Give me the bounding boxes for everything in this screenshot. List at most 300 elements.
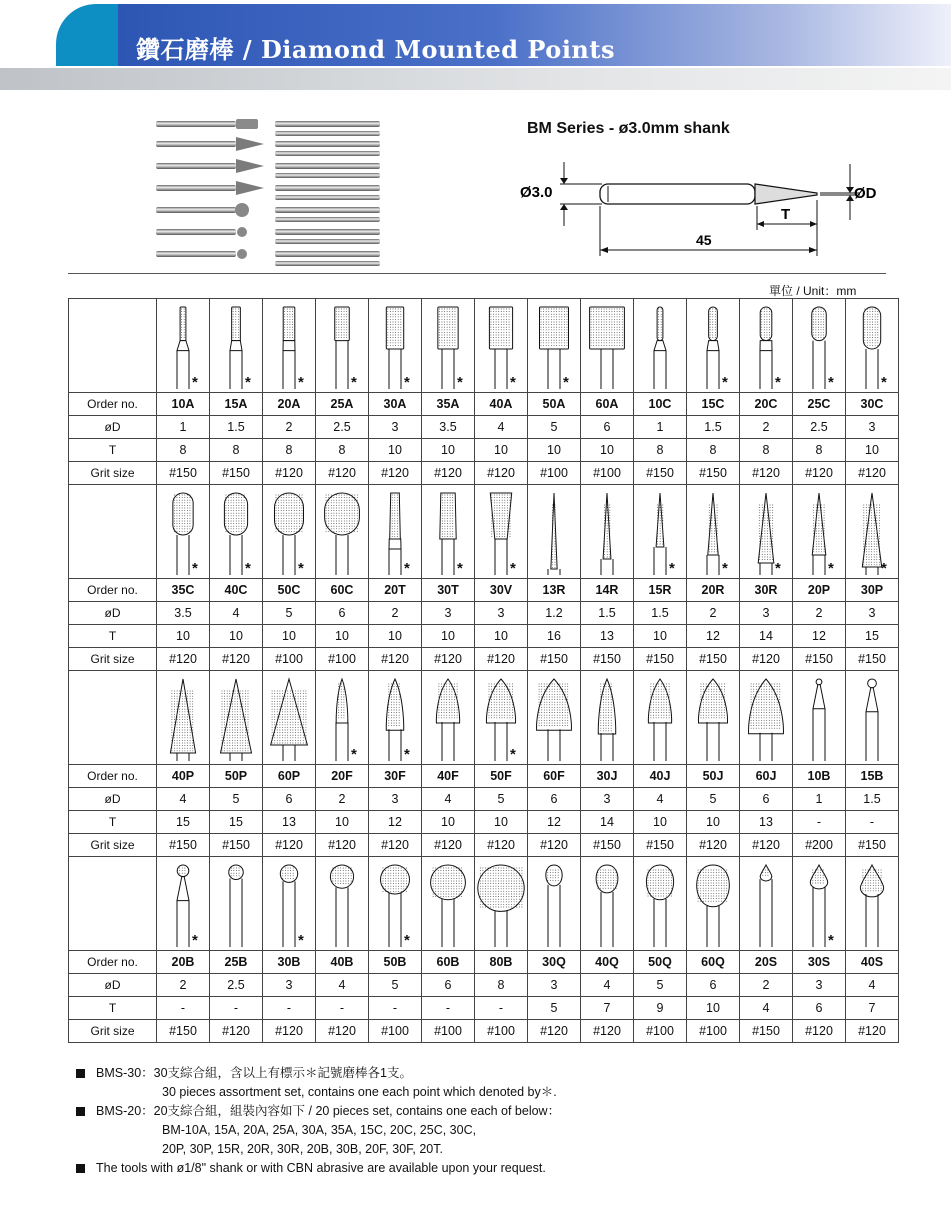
grit-cell: #100: [422, 1020, 475, 1043]
t-row-label: T: [69, 997, 157, 1020]
grit-row: [69, 834, 899, 857]
tool-drawing: [740, 299, 792, 389]
grit-cell: #100: [475, 1020, 528, 1043]
od-cell: 5: [475, 788, 528, 811]
tool-drawing: [210, 299, 262, 389]
note-bms30: [76, 1064, 560, 1102]
tool-pictogram-cell: [793, 857, 846, 951]
order-cell: 25C: [793, 393, 846, 416]
tool-drawing: [634, 857, 686, 947]
grit-cell: #120: [846, 462, 899, 485]
section-divider: [68, 273, 886, 274]
t-row: [69, 997, 899, 1020]
star-mark: *: [192, 560, 198, 575]
od-cell: 2: [263, 416, 316, 439]
order-cell: 50F: [475, 765, 528, 788]
unit-label: 單位 / Unit：mm: [769, 284, 857, 298]
order-cell: 40A: [475, 393, 528, 416]
t-cell: -: [316, 997, 369, 1020]
order-cell: 14R: [581, 579, 634, 602]
grit-cell: #100: [687, 1020, 740, 1043]
grit-row: [69, 648, 899, 671]
page-title: 鑽石磨棒 / Diamond Mounted Points: [136, 35, 615, 64]
grit-cell: #120: [846, 1020, 899, 1043]
grit-cell: #120: [475, 834, 528, 857]
t-cell: 10: [422, 625, 475, 648]
grit-cell: #120: [316, 462, 369, 485]
grit-cell: #120: [369, 462, 422, 485]
t-cell: 9: [634, 997, 687, 1020]
note-tools-text: The tools with ø1/8" shank or with CBN abrasive are available upon your request.: [96, 1161, 546, 1175]
grit-cell: #120: [475, 462, 528, 485]
tool-pictogram-cell: [263, 857, 316, 951]
grit-cell: #100: [369, 1020, 422, 1043]
tool-pictogram-cell: [210, 671, 263, 765]
tool-drawing: [793, 299, 845, 389]
order-row-label: Order no.: [69, 579, 157, 602]
tool-drawing: [210, 671, 262, 761]
tool-drawing: [369, 299, 421, 389]
grit-cell: #150: [581, 648, 634, 671]
od-cell: 3: [528, 974, 581, 997]
t-cell: 8: [263, 439, 316, 462]
order-cell: 60J: [740, 765, 793, 788]
t-row-label: T: [69, 439, 157, 462]
od-cell: 3: [846, 602, 899, 625]
order-cell: 20B: [157, 951, 210, 974]
tool-pictogram-cell: [793, 671, 846, 765]
star-mark: *: [669, 560, 675, 575]
t-cell: 10: [369, 439, 422, 462]
order-cell: 20F: [316, 765, 369, 788]
grit-cell: #120: [157, 648, 210, 671]
od-row-label: øD: [69, 416, 157, 439]
tool-drawing: [369, 485, 421, 575]
grit-row-label: Grit size: [69, 834, 157, 857]
t-cell: 12: [793, 625, 846, 648]
tool-drawing: [846, 857, 898, 947]
grit-cell: #150: [687, 648, 740, 671]
tool-pictogram-cell: [157, 671, 210, 765]
grit-cell: #120: [210, 648, 263, 671]
grit-cell: #150: [528, 648, 581, 671]
star-mark: *: [881, 374, 887, 389]
t-cell: 10: [422, 439, 475, 462]
od-cell: 5: [528, 416, 581, 439]
od-cell: 1: [157, 416, 210, 439]
tool-pictogram-cell: [634, 857, 687, 951]
grit-cell: #150: [846, 834, 899, 857]
od-cell: 4: [157, 788, 210, 811]
tool-pictogram-cell: [157, 857, 210, 951]
order-row: [69, 579, 899, 602]
note-bms20-list1: BM-10A, 15A, 20A, 25A, 30A, 35A, 15C, 20C, 25C, 30C,: [162, 1123, 477, 1137]
t-cell: 10: [422, 811, 475, 834]
bullet-square: [76, 1107, 85, 1116]
grit-cell: #120: [475, 648, 528, 671]
order-row: [69, 393, 899, 416]
order-cell: 40F: [422, 765, 475, 788]
order-cell: 30S: [793, 951, 846, 974]
t-cell: 7: [846, 997, 899, 1020]
grit-cell: #120: [528, 834, 581, 857]
order-cell: 60C: [316, 579, 369, 602]
tool-drawing: [740, 485, 792, 575]
grit-row-label: Grit size: [69, 462, 157, 485]
grit-cell: #100: [581, 462, 634, 485]
note-bms20-zh: 20支綜合組，組裝內容如下 / 20 pieces set, contains one each of below：: [153, 1104, 561, 1118]
order-cell: 15R: [634, 579, 687, 602]
order-cell: 15B: [846, 765, 899, 788]
od-cell: 3: [422, 602, 475, 625]
od-cell: 4: [422, 788, 475, 811]
t-cell: 8: [793, 439, 846, 462]
t-cell: 8: [740, 439, 793, 462]
od-cell: 6: [740, 788, 793, 811]
order-cell: 50Q: [634, 951, 687, 974]
grit-cell: #150: [740, 1020, 793, 1043]
tool-pictogram-cell: [687, 671, 740, 765]
order-cell: 20A: [263, 393, 316, 416]
order-cell: 40S: [846, 951, 899, 974]
t-row-label: T: [69, 625, 157, 648]
grit-cell: #100: [528, 462, 581, 485]
grit-cell: #200: [793, 834, 846, 857]
t-row: [69, 625, 899, 648]
t-cell: -: [210, 997, 263, 1020]
od-cell: 3: [263, 974, 316, 997]
grit-cell: #150: [157, 462, 210, 485]
grit-cell: #120: [581, 1020, 634, 1043]
spec-table: [68, 298, 899, 1043]
grit-row: [69, 462, 899, 485]
od-cell: 6: [528, 788, 581, 811]
t-cell: 13: [263, 811, 316, 834]
tool-pictogram-cell: [740, 299, 793, 393]
star-mark: *: [404, 560, 410, 575]
order-row: [69, 951, 899, 974]
tool-drawing: [475, 299, 527, 389]
grit-cell: #150: [157, 834, 210, 857]
od-row: [69, 602, 899, 625]
t-cell: 12: [687, 625, 740, 648]
order-cell: 50B: [369, 951, 422, 974]
od-cell: 5: [210, 788, 263, 811]
tool-pictogram-cell: [634, 485, 687, 579]
tool-pictogram-cell: [846, 671, 899, 765]
star-mark: *: [298, 560, 304, 575]
grit-row-label: Grit size: [69, 648, 157, 671]
grit-cell: #120: [316, 834, 369, 857]
tool-drawing: [846, 485, 898, 575]
order-cell: 60B: [422, 951, 475, 974]
order-row-label: Order no.: [69, 765, 157, 788]
od-cell: 6: [422, 974, 475, 997]
od-row: [69, 416, 899, 439]
grit-cell: #100: [634, 1020, 687, 1043]
tool-pictogram-cell: [316, 857, 369, 951]
tool-drawing: [687, 299, 739, 389]
order-cell: 30C: [846, 393, 899, 416]
tool-drawing: [263, 857, 315, 947]
length-label: 45: [696, 232, 712, 248]
tool-pictogram-cell: [157, 299, 210, 393]
t-label: T: [781, 206, 791, 223]
order-cell: 50A: [528, 393, 581, 416]
order-cell: 20P: [793, 579, 846, 602]
grit-cell: #150: [634, 462, 687, 485]
t-cell: 7: [581, 997, 634, 1020]
grit-cell: #150: [210, 462, 263, 485]
order-cell: 30T: [422, 579, 475, 602]
od-cell: 6: [263, 788, 316, 811]
od-cell: 2.5: [210, 974, 263, 997]
grit-cell: #100: [263, 648, 316, 671]
t-cell: 6: [793, 997, 846, 1020]
od-cell: 2: [687, 602, 740, 625]
tool-pictogram-cell: [475, 299, 528, 393]
tool-pictogram-cell: [210, 857, 263, 951]
tool-drawing: [369, 857, 421, 947]
grit-row-label: Grit size: [69, 1020, 157, 1043]
note-bms20-label: BMS-20：: [96, 1104, 154, 1118]
tool-pictogram-cell: [634, 299, 687, 393]
t-cell: -: [422, 997, 475, 1020]
tool-pictogram-cell: [263, 485, 316, 579]
header-gray-band: [0, 68, 951, 90]
star-mark: *: [510, 560, 516, 575]
grit-cell: #150: [157, 1020, 210, 1043]
t-cell: 8: [316, 439, 369, 462]
star-mark: *: [881, 560, 887, 575]
od-cell: 5: [634, 974, 687, 997]
od-cell: 2.5: [316, 416, 369, 439]
star-mark: *: [457, 374, 463, 389]
tool-pictogram-cell: [316, 671, 369, 765]
order-cell: 60A: [581, 393, 634, 416]
tool-pictogram-cell: [687, 857, 740, 951]
note-tools: [76, 1159, 560, 1178]
order-cell: 25A: [316, 393, 369, 416]
tool-drawing: [475, 671, 527, 761]
tool-drawing: [528, 485, 580, 575]
od-cell: 6: [687, 974, 740, 997]
tool-pictogram-cell: [475, 857, 528, 951]
order-row-label: Order no.: [69, 393, 157, 416]
order-cell: 60Q: [687, 951, 740, 974]
order-row-label: Order no.: [69, 951, 157, 974]
od-cell: 2.5: [793, 416, 846, 439]
tool-pictogram-cell: [581, 299, 634, 393]
order-cell: 40B: [316, 951, 369, 974]
order-cell: 50J: [687, 765, 740, 788]
od-cell: 4: [210, 602, 263, 625]
od-cell: 3.5: [157, 602, 210, 625]
tool-pictogram-cell: [634, 671, 687, 765]
grit-cell: #120: [740, 648, 793, 671]
t-cell: 5: [528, 997, 581, 1020]
od-cell: 4: [634, 788, 687, 811]
grit-cell: #120: [528, 1020, 581, 1043]
tool-pictogram-cell: [740, 857, 793, 951]
tool-pictogram-cell: [210, 485, 263, 579]
t-cell: 16: [528, 625, 581, 648]
od-cell: 5: [687, 788, 740, 811]
grit-cell: #150: [634, 648, 687, 671]
star-mark: *: [828, 374, 834, 389]
order-cell: 10A: [157, 393, 210, 416]
empty-label-cell: [69, 299, 157, 393]
tool-pictogram-cell: [422, 671, 475, 765]
grit-cell: #120: [263, 462, 316, 485]
tool-drawing: [422, 671, 474, 761]
tool-pictogram-cell: [157, 485, 210, 579]
star-mark: *: [775, 560, 781, 575]
order-cell: 30V: [475, 579, 528, 602]
star-mark: *: [510, 746, 516, 761]
order-cell: 30A: [369, 393, 422, 416]
grit-cell: #120: [740, 834, 793, 857]
order-cell: 13R: [528, 579, 581, 602]
t-cell: -: [846, 811, 899, 834]
order-cell: 60P: [263, 765, 316, 788]
tool-pictogram-cell: [793, 299, 846, 393]
pictogram-row: [69, 299, 899, 393]
t-cell: 10: [528, 439, 581, 462]
od-cell: 3: [793, 974, 846, 997]
grit-cell: #120: [793, 462, 846, 485]
grit-cell: #120: [263, 1020, 316, 1043]
grit-cell: #150: [687, 462, 740, 485]
t-cell: -: [793, 811, 846, 834]
od-cell: 3: [740, 602, 793, 625]
pictogram-row: [69, 485, 899, 579]
od-row-label: øD: [69, 788, 157, 811]
od-cell: 1: [793, 788, 846, 811]
note-bms30-en: 30 pieces assortment set, contains one each point which denoted by＊.: [162, 1085, 557, 1099]
order-cell: 40Q: [581, 951, 634, 974]
od-cell: 4: [581, 974, 634, 997]
star-mark: *: [245, 560, 251, 575]
t-cell: 13: [581, 625, 634, 648]
t-cell: 15: [210, 811, 263, 834]
tool-pictogram-cell: [528, 485, 581, 579]
star-mark: *: [563, 374, 569, 389]
tool-drawing: [263, 299, 315, 389]
tool-drawing: [422, 485, 474, 575]
tool-pictogram-cell: [687, 299, 740, 393]
tool-pictogram-cell: [528, 671, 581, 765]
t-row: [69, 811, 899, 834]
od-cell: 3: [846, 416, 899, 439]
grit-cell: #120: [422, 462, 475, 485]
tool-drawing: [846, 671, 898, 761]
od-cell: 1.5: [210, 416, 263, 439]
t-cell: 10: [210, 625, 263, 648]
grit-cell: #120: [210, 1020, 263, 1043]
t-cell: 10: [634, 625, 687, 648]
order-cell: 20C: [740, 393, 793, 416]
tool-pictogram-cell: [369, 299, 422, 393]
tool-pictogram-cell: [369, 485, 422, 579]
od-cell: 1.5: [581, 602, 634, 625]
od-cell: 1.5: [634, 602, 687, 625]
t-cell: 10: [157, 625, 210, 648]
od-label: ØD: [854, 185, 877, 202]
order-cell: 30B: [263, 951, 316, 974]
od-cell: 5: [369, 974, 422, 997]
grit-cell: #150: [634, 834, 687, 857]
tool-drawing: [581, 485, 633, 575]
tool-pictogram-cell: [369, 671, 422, 765]
od-cell: 3.5: [422, 416, 475, 439]
tool-pictogram-cell: [687, 485, 740, 579]
grit-cell: #120: [263, 834, 316, 857]
dimension-drawing: [520, 150, 900, 260]
tool-pictogram-cell: [263, 299, 316, 393]
order-cell: 10B: [793, 765, 846, 788]
tool-drawing: [422, 857, 474, 947]
t-cell: 10: [475, 625, 528, 648]
star-mark: *: [722, 560, 728, 575]
order-cell: 35A: [422, 393, 475, 416]
od-cell: 1.2: [528, 602, 581, 625]
tool-pictogram-cell: [210, 299, 263, 393]
tool-pictogram-cell: [846, 857, 899, 951]
star-mark: *: [722, 374, 728, 389]
tool-pictogram-cell: [475, 485, 528, 579]
order-cell: 20T: [369, 579, 422, 602]
order-cell: 30J: [581, 765, 634, 788]
tool-drawing: [316, 299, 368, 389]
t-cell: 10: [581, 439, 634, 462]
tool-drawing: [634, 485, 686, 575]
tool-pictogram-cell: [740, 671, 793, 765]
tool-pictogram-cell: [528, 299, 581, 393]
star-mark: *: [404, 746, 410, 761]
tool-drawing: [316, 857, 368, 947]
tool-drawing: [316, 671, 368, 761]
star-mark: *: [245, 374, 251, 389]
grit-cell: #150: [581, 834, 634, 857]
tool-pictogram-cell: [793, 485, 846, 579]
t-cell: 15: [157, 811, 210, 834]
empty-label-cell: [69, 485, 157, 579]
t-cell: -: [475, 997, 528, 1020]
star-mark: *: [298, 374, 304, 389]
od-cell: 2: [740, 416, 793, 439]
order-cell: 30Q: [528, 951, 581, 974]
tool-pictogram-cell: [581, 671, 634, 765]
od-cell: 1.5: [846, 788, 899, 811]
od-cell: 6: [316, 602, 369, 625]
tool-pictogram-cell: [316, 485, 369, 579]
t-cell: 10: [316, 625, 369, 648]
t-cell: 10: [634, 811, 687, 834]
tool-drawing: [157, 857, 209, 947]
tool-drawing: [263, 485, 315, 575]
tool-drawing: [581, 671, 633, 761]
star-mark: *: [404, 374, 410, 389]
t-cell: 15: [846, 625, 899, 648]
note-bms20-list2: 20P, 30P, 15R, 20R, 30R, 20B, 30B, 20F, 30F, 20T.: [162, 1142, 443, 1156]
tool-drawing: [793, 671, 845, 761]
tool-drawing: [263, 671, 315, 761]
od-cell: 6: [581, 416, 634, 439]
tool-drawing: [687, 671, 739, 761]
od-row: [69, 788, 899, 811]
od-cell: 5: [263, 602, 316, 625]
